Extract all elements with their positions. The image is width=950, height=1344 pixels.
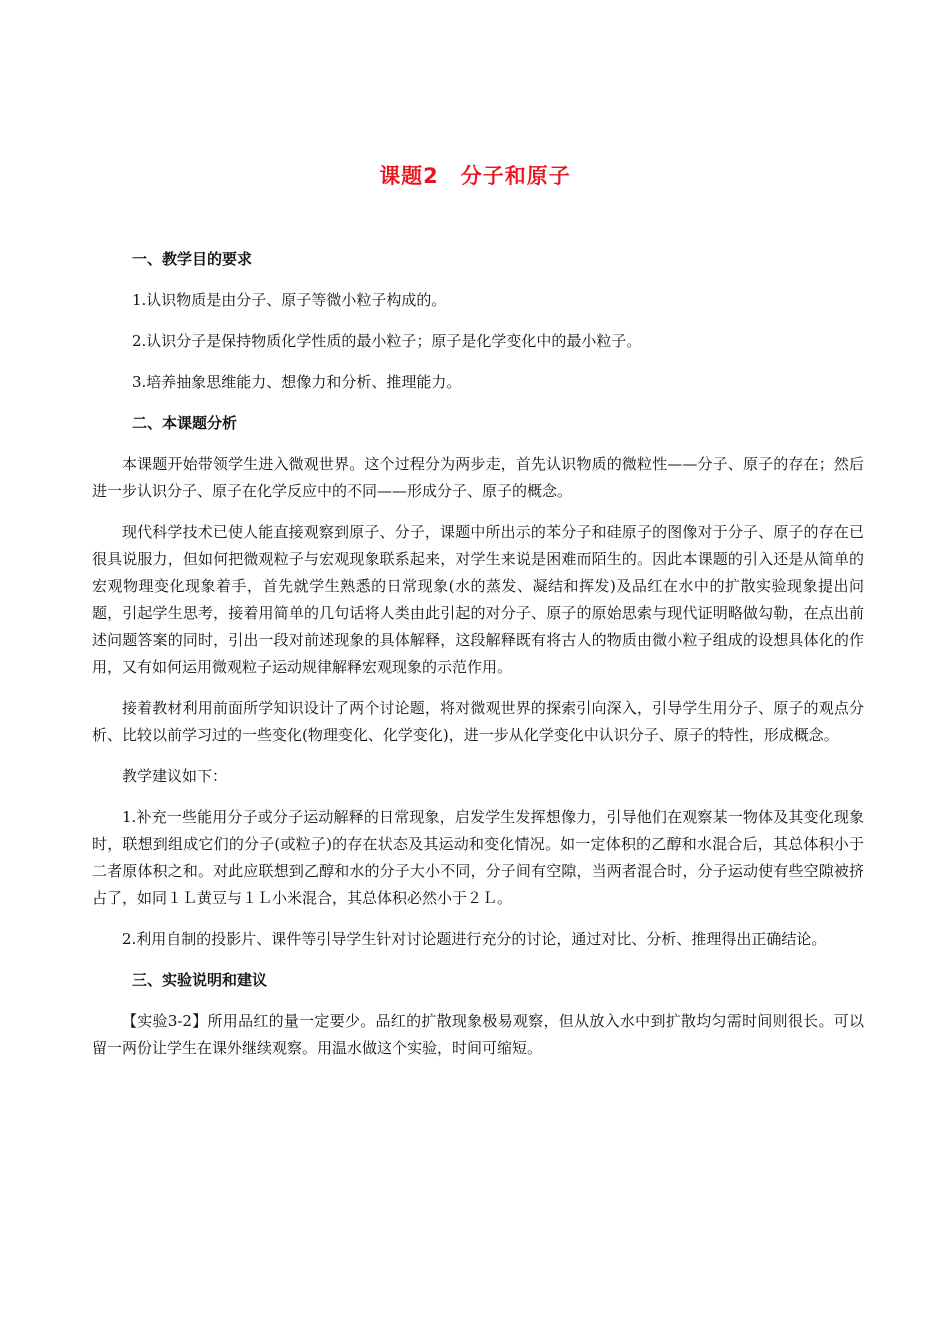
document-title: 课题2 分子和原子 <box>379 164 571 188</box>
objective-item: 3.培养抽象思维能力、想像力和分析、推理能力。 <box>132 373 462 391</box>
analysis-paragraph: 本课题开始带领学生进入微观世界。这个过程分为两步走，首先认识物质的微粒性——分子、原子的存在；然后进一步认识分子、原子在化学反应中的不同——形成分子、原子的概念。 <box>92 455 864 500</box>
analysis-paragraph: 教学建议如下： <box>122 767 228 785</box>
analysis-paragraph: 1.补充一些能用分子或分子运动解释的日常现象，启发学生发挥想像力，引导他们在观察某一物体及其变化现象时，联想到组成它们的分子(或粒子)的存在状态及其运动和变化情况。如一定体积的乙醇和水混合后，其总体积小于二者原体积之和。对此应联想到乙醇和水的分子大小不同，分子间有空隙，当两者混合时，分子运动使有些空隙被挤占了，如同１Ｌ黄豆与１Ｌ小米混合，其总体积必然小于２Ｌ。 <box>92 808 864 907</box>
analysis-paragraph: 现代科学技术已使人能直接观察到原子、分子，课题中所出示的苯分子和硅原子的图像对于分子、原子的存在已很具说服力，但如何把微观粒子与宏观现象联系起来，对学生来说是困难而陌生的。因此本课题的引入还是从简单的宏观物理变化现象着手，首先就学生熟悉的日常现象(水的蒸发、凝结和挥发)及品红在水中的扩散实验现象提出问题，引起学生思考，接着用简单的几句话将人类由此引起的对分子、原子的原始思索与现代证明略做勾勒，在点出前述问题答案的同时，引出一段对前述现象的具体解释，这段解释既有将古人的物质由微小粒子组成的设想具体化的作用，又有如何运用微观粒子运动规律解释宏观现象的示范作用。 <box>92 523 864 676</box>
analysis-paragraph: 接着教材利用前面所学知识设计了两个讨论题，将对微观世界的探索引向深入，引导学生用分子、原子的观点分析、比较以前学习过的一些变化(物理变化、化学变化)，进一步从化学变化中认识分子、原子的特性，形成概念。 <box>92 699 864 744</box>
objective-item: 2.认识分子是保持物质化学性质的最小粒子；原子是化学变化中的最小粒子。 <box>132 332 642 350</box>
analysis-paragraph: 2.利用自制的投影片、课件等引导学生针对讨论题进行充分的讨论，通过对比、分析、推理得出正确结论。 <box>122 930 827 948</box>
document-body <box>92 246 864 1076</box>
experiment-paragraph: 【实验3-2】所用品红的量一定要少。品红的扩散现象极易观察，但从放入水中到扩散均匀需时间则很长。可以留一两份让学生在课外继续观察。用温水做这个实验，时间可缩短。 <box>92 1012 864 1057</box>
section-heading-objectives: 一、教学目的要求 <box>132 250 253 268</box>
objective-item: 1.认识物质是由分子、原子等微小粒子构成的。 <box>132 291 447 309</box>
section-heading-experiment: 三、实验说明和建议 <box>132 971 268 989</box>
section-heading-analysis: 二、本课题分析 <box>132 414 238 432</box>
